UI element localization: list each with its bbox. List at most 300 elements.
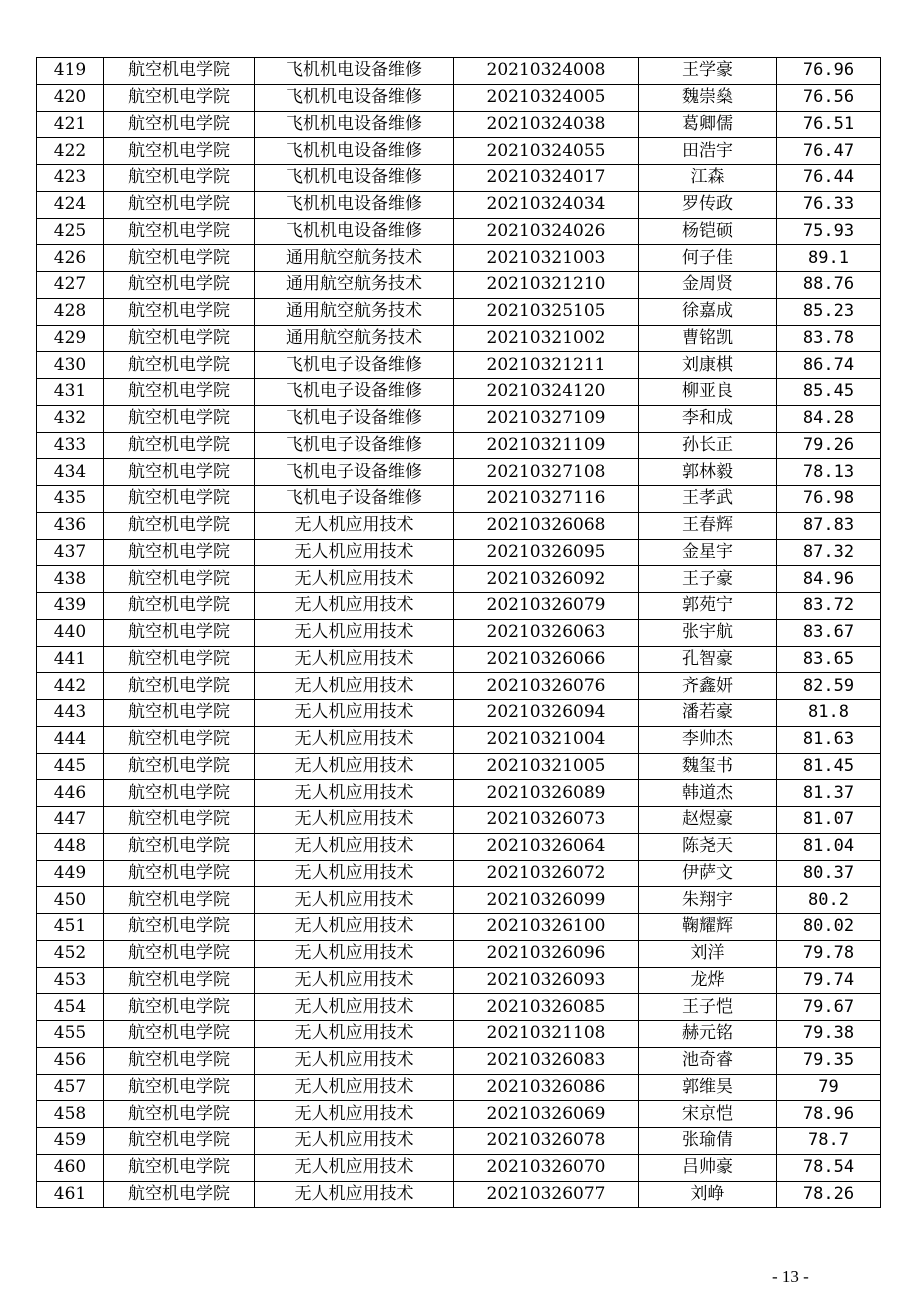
student-id-cell: 20210321003	[454, 245, 639, 272]
student-name-cell: 鞠耀辉	[639, 914, 777, 941]
major-cell: 通用航空航务技术	[255, 298, 454, 325]
row-number-cell: 453	[37, 967, 104, 994]
row-number-cell: 440	[37, 619, 104, 646]
table-row	[37, 646, 881, 673]
major-cell: 飞机机电设备维修	[255, 218, 454, 245]
student-id-cell: 20210324017	[454, 165, 639, 192]
score-cell: 79.26	[777, 432, 881, 459]
major-cell: 飞机机电设备维修	[255, 84, 454, 111]
score-cell: 83.78	[777, 325, 881, 352]
row-number-cell: 458	[37, 1101, 104, 1128]
college-cell: 航空机电学院	[104, 138, 255, 165]
table-row	[37, 84, 881, 111]
row-number-cell: 438	[37, 566, 104, 593]
major-cell: 无人机应用技术	[255, 726, 454, 753]
row-number-cell: 461	[37, 1181, 104, 1208]
row-number-cell: 445	[37, 753, 104, 780]
major-cell: 无人机应用技术	[255, 1154, 454, 1181]
score-cell: 83.67	[777, 619, 881, 646]
major-cell: 无人机应用技术	[255, 940, 454, 967]
major-cell: 无人机应用技术	[255, 780, 454, 807]
college-cell: 航空机电学院	[104, 593, 255, 620]
score-cell: 76.98	[777, 486, 881, 513]
student-name-cell: 韩道杰	[639, 780, 777, 807]
student-id-cell: 20210327109	[454, 405, 639, 432]
row-number-cell: 431	[37, 379, 104, 406]
major-cell: 飞机电子设备维修	[255, 459, 454, 486]
major-cell: 无人机应用技术	[255, 646, 454, 673]
student-id-cell: 20210326079	[454, 593, 639, 620]
college-cell: 航空机电学院	[104, 218, 255, 245]
college-cell: 航空机电学院	[104, 780, 255, 807]
student-name-cell: 王子豪	[639, 566, 777, 593]
row-number-cell: 428	[37, 298, 104, 325]
major-cell: 无人机应用技术	[255, 833, 454, 860]
row-number-cell: 425	[37, 218, 104, 245]
table-row	[37, 1154, 881, 1181]
college-cell: 航空机电学院	[104, 914, 255, 941]
student-name-cell: 葛卿儒	[639, 111, 777, 138]
student-id-cell: 20210326085	[454, 994, 639, 1021]
major-cell: 无人机应用技术	[255, 1074, 454, 1101]
student-name-cell: 李帅杰	[639, 726, 777, 753]
score-cell: 76.33	[777, 191, 881, 218]
score-cell: 75.93	[777, 218, 881, 245]
student-name-cell: 伊萨文	[639, 860, 777, 887]
table-row	[37, 1021, 881, 1048]
major-cell: 通用航空航务技术	[255, 272, 454, 299]
table-row	[37, 111, 881, 138]
row-number-cell: 448	[37, 833, 104, 860]
student-id-cell: 20210321002	[454, 325, 639, 352]
row-number-cell: 447	[37, 807, 104, 834]
row-number-cell: 444	[37, 726, 104, 753]
row-number-cell: 423	[37, 165, 104, 192]
major-cell: 无人机应用技术	[255, 1047, 454, 1074]
college-cell: 航空机电学院	[104, 84, 255, 111]
score-cell: 84.28	[777, 405, 881, 432]
student-id-cell: 20210321211	[454, 352, 639, 379]
major-cell: 无人机应用技术	[255, 512, 454, 539]
college-cell: 航空机电学院	[104, 1181, 255, 1208]
table-row	[37, 432, 881, 459]
table-body	[37, 58, 881, 1208]
table-row	[37, 753, 881, 780]
row-number-cell: 419	[37, 58, 104, 85]
student-name-cell: 郭苑宁	[639, 593, 777, 620]
student-id-cell: 20210324005	[454, 84, 639, 111]
row-number-cell: 446	[37, 780, 104, 807]
score-cell: 86.74	[777, 352, 881, 379]
score-table	[36, 57, 881, 1208]
college-cell: 航空机电学院	[104, 405, 255, 432]
major-cell: 无人机应用技术	[255, 753, 454, 780]
table-row	[37, 673, 881, 700]
score-cell: 81.8	[777, 700, 881, 727]
student-name-cell: 刘峥	[639, 1181, 777, 1208]
row-number-cell: 441	[37, 646, 104, 673]
table-row	[37, 566, 881, 593]
table-row	[37, 245, 881, 272]
row-number-cell: 439	[37, 593, 104, 620]
student-id-cell: 20210326094	[454, 700, 639, 727]
row-number-cell: 435	[37, 486, 104, 513]
major-cell: 无人机应用技术	[255, 1128, 454, 1155]
college-cell: 航空机电学院	[104, 272, 255, 299]
row-number-cell: 422	[37, 138, 104, 165]
score-cell: 80.02	[777, 914, 881, 941]
table-row	[37, 860, 881, 887]
score-cell: 78.7	[777, 1128, 881, 1155]
major-cell: 飞机机电设备维修	[255, 111, 454, 138]
student-id-cell: 20210326078	[454, 1128, 639, 1155]
table-row	[37, 1074, 881, 1101]
college-cell: 航空机电学院	[104, 245, 255, 272]
score-cell: 79.74	[777, 967, 881, 994]
row-number-cell: 454	[37, 994, 104, 1021]
row-number-cell: 452	[37, 940, 104, 967]
student-id-cell: 20210326066	[454, 646, 639, 673]
college-cell: 航空机电学院	[104, 512, 255, 539]
score-cell: 76.44	[777, 165, 881, 192]
college-cell: 航空机电学院	[104, 325, 255, 352]
student-id-cell: 20210326076	[454, 673, 639, 700]
major-cell: 无人机应用技术	[255, 673, 454, 700]
score-cell: 85.23	[777, 298, 881, 325]
table-row	[37, 619, 881, 646]
student-name-cell: 张瑜倩	[639, 1128, 777, 1155]
college-cell: 航空机电学院	[104, 111, 255, 138]
major-cell: 无人机应用技术	[255, 700, 454, 727]
student-name-cell: 徐嘉成	[639, 298, 777, 325]
table-row	[37, 1181, 881, 1208]
student-id-cell: 20210326086	[454, 1074, 639, 1101]
table-row	[37, 1101, 881, 1128]
row-number-cell: 436	[37, 512, 104, 539]
student-name-cell: 罗传政	[639, 191, 777, 218]
student-name-cell: 张宇航	[639, 619, 777, 646]
student-name-cell: 朱翔宇	[639, 887, 777, 914]
student-id-cell: 20210326093	[454, 967, 639, 994]
student-name-cell: 齐鑫妍	[639, 673, 777, 700]
college-cell: 航空机电学院	[104, 860, 255, 887]
score-cell: 83.65	[777, 646, 881, 673]
table-row	[37, 486, 881, 513]
table-row	[37, 726, 881, 753]
table-row	[37, 539, 881, 566]
major-cell: 无人机应用技术	[255, 994, 454, 1021]
student-name-cell: 曹铭凯	[639, 325, 777, 352]
college-cell: 航空机电学院	[104, 994, 255, 1021]
table-row	[37, 700, 881, 727]
score-cell: 85.45	[777, 379, 881, 406]
college-cell: 航空机电学院	[104, 967, 255, 994]
major-cell: 无人机应用技术	[255, 887, 454, 914]
table-row	[37, 780, 881, 807]
college-cell: 航空机电学院	[104, 165, 255, 192]
student-name-cell: 王春辉	[639, 512, 777, 539]
table-row	[37, 218, 881, 245]
score-cell: 80.2	[777, 887, 881, 914]
score-cell: 78.26	[777, 1181, 881, 1208]
college-cell: 航空机电学院	[104, 753, 255, 780]
student-name-cell: 田浩宇	[639, 138, 777, 165]
table-row	[37, 833, 881, 860]
score-cell: 76.51	[777, 111, 881, 138]
major-cell: 飞机机电设备维修	[255, 165, 454, 192]
student-name-cell: 孙长正	[639, 432, 777, 459]
college-cell: 航空机电学院	[104, 1021, 255, 1048]
student-id-cell: 20210327108	[454, 459, 639, 486]
student-id-cell: 20210325105	[454, 298, 639, 325]
score-cell: 82.59	[777, 673, 881, 700]
row-number-cell: 432	[37, 405, 104, 432]
major-cell: 无人机应用技术	[255, 1021, 454, 1048]
student-id-cell: 20210326100	[454, 914, 639, 941]
college-cell: 航空机电学院	[104, 566, 255, 593]
student-id-cell: 20210321005	[454, 753, 639, 780]
major-cell: 飞机电子设备维修	[255, 405, 454, 432]
score-cell: 79.38	[777, 1021, 881, 1048]
table-row	[37, 459, 881, 486]
college-cell: 航空机电学院	[104, 459, 255, 486]
student-id-cell: 20210326099	[454, 887, 639, 914]
college-cell: 航空机电学院	[104, 807, 255, 834]
row-number-cell: 443	[37, 700, 104, 727]
major-cell: 飞机机电设备维修	[255, 191, 454, 218]
table-row	[37, 165, 881, 192]
score-cell: 76.96	[777, 58, 881, 85]
college-cell: 航空机电学院	[104, 940, 255, 967]
table-row	[37, 352, 881, 379]
student-name-cell: 赵煜豪	[639, 807, 777, 834]
table-row	[37, 298, 881, 325]
student-name-cell: 魏崇燊	[639, 84, 777, 111]
student-name-cell: 吕帅豪	[639, 1154, 777, 1181]
major-cell: 飞机机电设备维修	[255, 58, 454, 85]
student-id-cell: 20210321109	[454, 432, 639, 459]
score-cell: 76.47	[777, 138, 881, 165]
row-number-cell: 449	[37, 860, 104, 887]
score-cell: 78.54	[777, 1154, 881, 1181]
student-name-cell: 金周贤	[639, 272, 777, 299]
row-number-cell: 460	[37, 1154, 104, 1181]
student-name-cell: 柳亚良	[639, 379, 777, 406]
major-cell: 无人机应用技术	[255, 593, 454, 620]
student-name-cell: 何子佳	[639, 245, 777, 272]
student-id-cell: 20210326083	[454, 1047, 639, 1074]
student-id-cell: 20210321004	[454, 726, 639, 753]
score-cell: 81.45	[777, 753, 881, 780]
major-cell: 无人机应用技术	[255, 1181, 454, 1208]
college-cell: 航空机电学院	[104, 1047, 255, 1074]
row-number-cell: 427	[37, 272, 104, 299]
row-number-cell: 421	[37, 111, 104, 138]
major-cell: 无人机应用技术	[255, 967, 454, 994]
student-id-cell: 20210326096	[454, 940, 639, 967]
major-cell: 无人机应用技术	[255, 539, 454, 566]
score-cell: 79.35	[777, 1047, 881, 1074]
student-id-cell: 20210324038	[454, 111, 639, 138]
score-cell: 83.72	[777, 593, 881, 620]
college-cell: 航空机电学院	[104, 1101, 255, 1128]
row-number-cell: 433	[37, 432, 104, 459]
college-cell: 航空机电学院	[104, 352, 255, 379]
row-number-cell: 420	[37, 84, 104, 111]
major-cell: 无人机应用技术	[255, 619, 454, 646]
row-number-cell: 451	[37, 914, 104, 941]
score-cell: 81.04	[777, 833, 881, 860]
student-id-cell: 20210324026	[454, 218, 639, 245]
student-id-cell: 20210326068	[454, 512, 639, 539]
student-id-cell: 20210324055	[454, 138, 639, 165]
student-name-cell: 李和成	[639, 405, 777, 432]
college-cell: 航空机电学院	[104, 379, 255, 406]
student-id-cell: 20210321210	[454, 272, 639, 299]
college-cell: 航空机电学院	[104, 1074, 255, 1101]
table-row	[37, 807, 881, 834]
student-id-cell: 20210326063	[454, 619, 639, 646]
table-row	[37, 512, 881, 539]
major-cell: 无人机应用技术	[255, 914, 454, 941]
major-cell: 无人机应用技术	[255, 807, 454, 834]
major-cell: 通用航空航务技术	[255, 325, 454, 352]
page-number: - 13 -	[772, 1267, 809, 1286]
row-number-cell: 430	[37, 352, 104, 379]
row-number-cell: 426	[37, 245, 104, 272]
student-name-cell: 孔智豪	[639, 646, 777, 673]
college-cell: 航空机电学院	[104, 619, 255, 646]
college-cell: 航空机电学院	[104, 432, 255, 459]
college-cell: 航空机电学院	[104, 887, 255, 914]
college-cell: 航空机电学院	[104, 539, 255, 566]
college-cell: 航空机电学院	[104, 726, 255, 753]
student-name-cell: 刘康棋	[639, 352, 777, 379]
college-cell: 航空机电学院	[104, 700, 255, 727]
row-number-cell: 434	[37, 459, 104, 486]
score-cell: 79.78	[777, 940, 881, 967]
row-number-cell: 456	[37, 1047, 104, 1074]
table-row	[37, 1047, 881, 1074]
row-number-cell: 442	[37, 673, 104, 700]
score-cell: 88.76	[777, 272, 881, 299]
table-row	[37, 994, 881, 1021]
table-row	[37, 887, 881, 914]
score-cell: 81.37	[777, 780, 881, 807]
student-name-cell: 王学豪	[639, 58, 777, 85]
student-id-cell: 20210326064	[454, 833, 639, 860]
score-cell: 87.83	[777, 512, 881, 539]
college-cell: 航空机电学院	[104, 191, 255, 218]
major-cell: 飞机电子设备维修	[255, 432, 454, 459]
table-row	[37, 325, 881, 352]
student-name-cell: 潘若豪	[639, 700, 777, 727]
student-id-cell: 20210324120	[454, 379, 639, 406]
college-cell: 航空机电学院	[104, 673, 255, 700]
student-name-cell: 赫元铭	[639, 1021, 777, 1048]
table-row	[37, 138, 881, 165]
major-cell: 飞机电子设备维修	[255, 486, 454, 513]
student-id-cell: 20210326070	[454, 1154, 639, 1181]
score-cell: 79.67	[777, 994, 881, 1021]
score-cell: 81.63	[777, 726, 881, 753]
score-cell: 79	[777, 1074, 881, 1101]
student-name-cell: 刘洋	[639, 940, 777, 967]
student-name-cell: 龙烨	[639, 967, 777, 994]
table-row	[37, 191, 881, 218]
student-id-cell: 20210324034	[454, 191, 639, 218]
score-cell: 80.37	[777, 860, 881, 887]
major-cell: 无人机应用技术	[255, 566, 454, 593]
table-row	[37, 940, 881, 967]
student-name-cell: 郭林毅	[639, 459, 777, 486]
table-row	[37, 1128, 881, 1155]
table-row	[37, 405, 881, 432]
score-cell: 84.96	[777, 566, 881, 593]
row-number-cell: 429	[37, 325, 104, 352]
college-cell: 航空机电学院	[104, 646, 255, 673]
row-number-cell: 424	[37, 191, 104, 218]
major-cell: 飞机机电设备维修	[255, 138, 454, 165]
college-cell: 航空机电学院	[104, 1128, 255, 1155]
student-name-cell: 郭维昊	[639, 1074, 777, 1101]
score-cell: 87.32	[777, 539, 881, 566]
student-id-cell: 20210326089	[454, 780, 639, 807]
student-id-cell: 20210321108	[454, 1021, 639, 1048]
table-row	[37, 379, 881, 406]
student-name-cell: 王孝武	[639, 486, 777, 513]
student-name-cell: 池奇睿	[639, 1047, 777, 1074]
student-name-cell: 金星宇	[639, 539, 777, 566]
major-cell: 飞机电子设备维修	[255, 379, 454, 406]
college-cell: 航空机电学院	[104, 298, 255, 325]
student-id-cell: 20210326077	[454, 1181, 639, 1208]
major-cell: 通用航空航务技术	[255, 245, 454, 272]
student-id-cell: 20210326095	[454, 539, 639, 566]
student-id-cell: 20210326073	[454, 807, 639, 834]
student-id-cell: 20210326072	[454, 860, 639, 887]
student-name-cell: 王子恺	[639, 994, 777, 1021]
table-row	[37, 914, 881, 941]
row-number-cell: 450	[37, 887, 104, 914]
table-row	[37, 272, 881, 299]
row-number-cell: 455	[37, 1021, 104, 1048]
college-cell: 航空机电学院	[104, 833, 255, 860]
score-cell: 89.1	[777, 245, 881, 272]
student-name-cell: 魏玺书	[639, 753, 777, 780]
major-cell: 无人机应用技术	[255, 1101, 454, 1128]
student-name-cell: 江森	[639, 165, 777, 192]
student-name-cell: 杨铠硕	[639, 218, 777, 245]
student-name-cell: 陈尧天	[639, 833, 777, 860]
score-cell: 78.13	[777, 459, 881, 486]
table-row	[37, 593, 881, 620]
student-name-cell: 宋京恺	[639, 1101, 777, 1128]
major-cell: 飞机电子设备维修	[255, 352, 454, 379]
score-cell: 81.07	[777, 807, 881, 834]
row-number-cell: 437	[37, 539, 104, 566]
student-id-cell: 20210326092	[454, 566, 639, 593]
row-number-cell: 457	[37, 1074, 104, 1101]
college-cell: 航空机电学院	[104, 58, 255, 85]
table-row	[37, 967, 881, 994]
student-id-cell: 20210327116	[454, 486, 639, 513]
college-cell: 航空机电学院	[104, 1154, 255, 1181]
major-cell: 无人机应用技术	[255, 860, 454, 887]
row-number-cell: 459	[37, 1128, 104, 1155]
table-row	[37, 58, 881, 85]
score-cell: 76.56	[777, 84, 881, 111]
